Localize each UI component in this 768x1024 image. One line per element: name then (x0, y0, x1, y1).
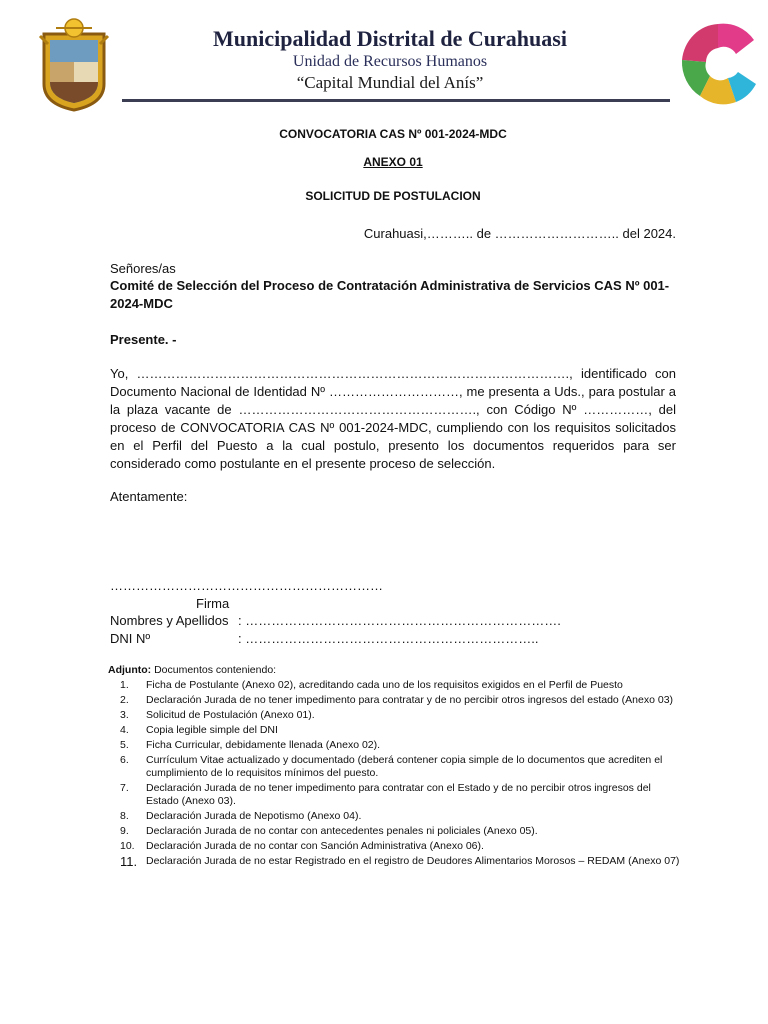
list-item (120, 782, 680, 808)
list-item-text: Ficha de Postulante (Anexo 02), acreditando cada uno de los requisitos exigidos en el Perfil de Puesto (146, 679, 623, 691)
request-body: Yo, ………………………………………………………………………………………., identificado con Documento Nacional de Identidad Nº …………………………, me presenta a Uds., para postular a la plaza vacante de ………………………………………………., con Código Nº ……………, del proceso de CONVOCATORIA CAS Nº 001-2024-MDC, cumpliendo con los requisitos solicitados en el Perfil del Puesto a la cual postulo, presento los documentos requeridos para ser considerado como postulante en el presente proceso de selección. (110, 366, 676, 471)
header-divider (122, 99, 670, 102)
list-item-text: Declaración Jurada de no contar con Sanción Administrativa (Anexo 06). (146, 840, 484, 852)
list-item-text: Declaración Jurada de no tener impedimento para contratar y de no percibir otros ingresos del estado (Anexo 03) (146, 694, 674, 706)
list-item-number: 1. (120, 679, 129, 691)
municipality-title: Municipalidad Distrital de Curahuasi (213, 26, 567, 51)
list-item (120, 754, 680, 780)
list-item-text: Copia legible simple del DNI (146, 724, 278, 736)
list-item-number: 7. (120, 782, 129, 794)
list-item-number: 2. (120, 694, 129, 706)
list-item-number: 3. (120, 709, 129, 721)
letterhead (0, 0, 768, 120)
city-motto: “Capital Mundial del Anís” (296, 73, 484, 92)
date-line: Curahuasi,……….. de ……………………….. del 2024. (363, 226, 676, 241)
signature-label: Firma (196, 596, 230, 611)
attachments-title-bold: Adjunto: (108, 664, 152, 676)
list-item (120, 840, 680, 853)
list-item-number: 6. (120, 754, 129, 766)
convocatoria-heading: CONVOCATORIA CAS Nº 001-2024-MDC (279, 127, 507, 141)
list-item-number: 9. (120, 825, 129, 837)
list-item-text: Declaración Jurada de Nepotismo (Anexo 04). (146, 810, 362, 822)
list-item (120, 709, 680, 722)
dni-label: DNI Nº (110, 631, 151, 646)
list-item-number: 8. (120, 810, 129, 822)
dni-field: : ………………………………………………………….. (238, 631, 539, 646)
names-field: : ………………………………………………………………. (238, 613, 561, 628)
letterhead-text (150, 26, 630, 93)
department-subtitle: Unidad de Recursos Humanos (292, 53, 488, 70)
attachments-title (108, 664, 276, 676)
list-item (120, 855, 680, 868)
list-item-number: 4. (120, 724, 129, 736)
attachments-title-rest: Documentos conteniendo: (151, 664, 277, 676)
attachments-list (120, 679, 680, 870)
signature-line: ……………………………………………………… (110, 578, 383, 593)
list-item-text: Currículum Vitae actualizado y documentado (deberá contener copia simple de lo documentos que acrediten el cumplimiento de lo requisitos mínimos del puesto. (146, 754, 663, 779)
curahuasi-c-logo (676, 18, 760, 108)
names-label: Nombres y Apellidos (110, 613, 229, 628)
list-item-text: Ficha Curricular, debidamente llenada (Anexo 02). (146, 739, 381, 751)
list-item (120, 679, 680, 692)
annex-heading: ANEXO 01 (363, 155, 423, 169)
salutation: Señores/as (110, 261, 176, 276)
list-item-number: 5. (120, 739, 129, 751)
list-item (120, 694, 680, 707)
list-item-text: Declaración Jurada de no estar Registrado en el registro de Deudores Alimentarios Morosos – REDAM (Anexo 07) (146, 855, 680, 867)
presente-line: Presente. - (110, 332, 177, 347)
list-item (120, 724, 680, 737)
list-item (120, 825, 680, 838)
list-item-text: Declaración Jurada de no contar con antecedentes penales ni policiales (Anexo 05). (146, 825, 538, 837)
closing: Atentamente: (110, 489, 188, 504)
committee-addressee: Comité de Selección del Proceso de Contratación Administrativa de Servicios CAS Nº 001-2024-MDC (110, 278, 670, 311)
list-item-text: Solicitud de Postulación (Anexo 01). (146, 709, 315, 721)
list-item-number: 11. (120, 854, 138, 869)
list-item-number: 10. (120, 840, 135, 852)
list-item (120, 810, 680, 823)
document-title: SOLICITUD DE POSTULACION (305, 189, 481, 203)
list-item (120, 739, 680, 752)
list-item-text: Declaración Jurada de no tener impedimento para contratar con el Estado y de no percibir otros ingresos del Estado (Anexo 03). (146, 782, 651, 807)
municipal-shield-logo (36, 14, 112, 112)
